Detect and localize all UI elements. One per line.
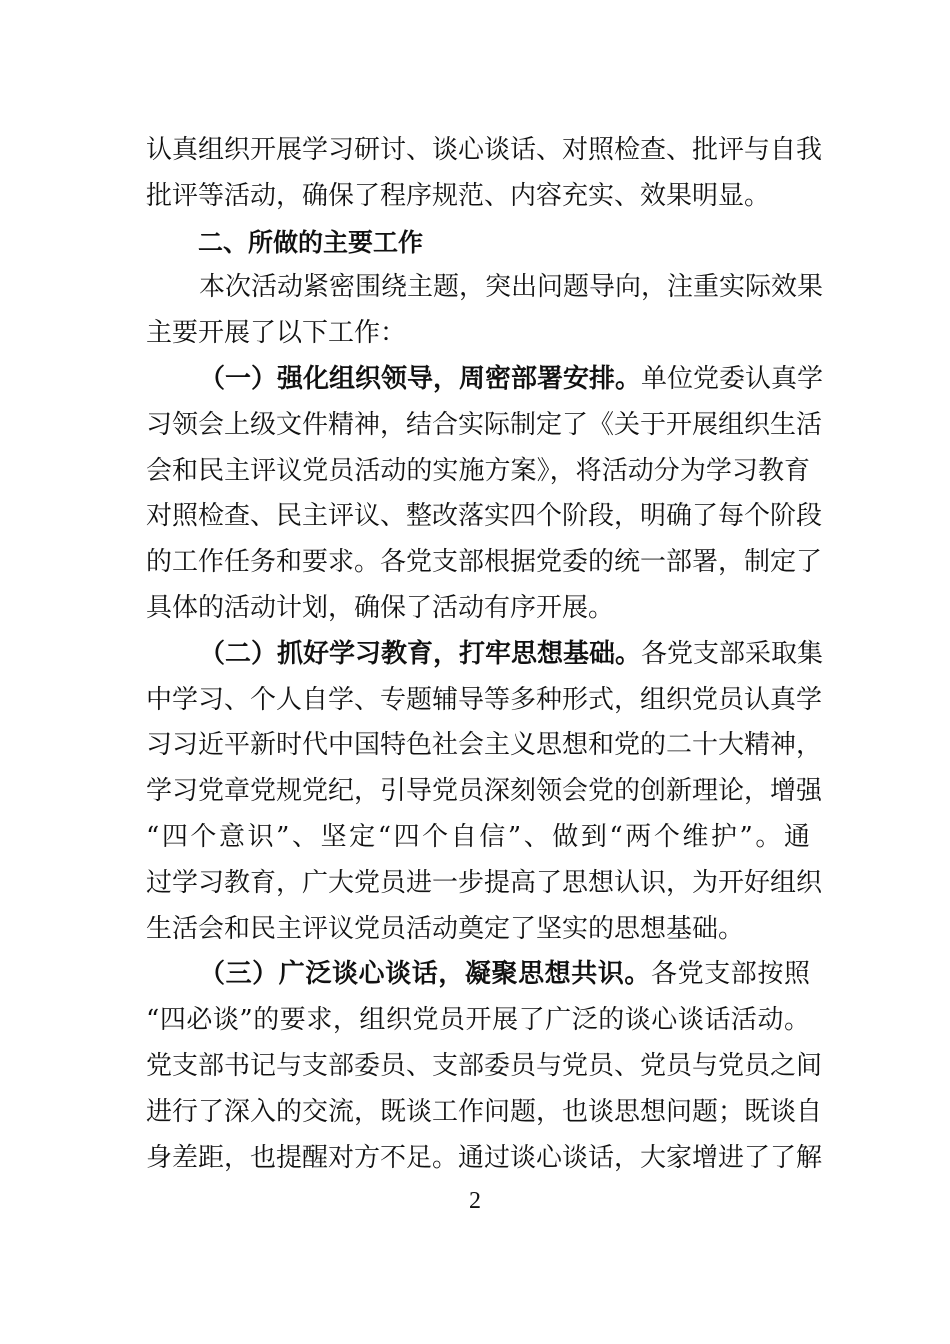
subsection-text: 单位党委认真学	[641, 363, 824, 394]
section-heading: 二、所做的主要工作	[198, 227, 424, 257]
body-line: 对照检查、民主评议、整改落实四个阶段，明确了每个阶段	[146, 501, 823, 532]
body-line: 主要开展了以下工作：	[146, 318, 407, 349]
subsection-title: （一）强化组织领导，周密部署安排。	[199, 363, 642, 394]
body-line: 习习近平新时代中国特色社会主义思想和党的二十大精神，	[146, 730, 823, 761]
body-line: 进行了深入的交流，既谈工作问题，也谈思想问题；既谈自	[146, 1096, 823, 1127]
document-body	[146, 128, 824, 1181]
body-line: 本次活动紧密围绕主题，突出问题导向，注重实际效果	[199, 272, 824, 303]
body-line: 学习党章党规党纪，引导党员深刻领会党的创新理论，增强	[146, 776, 823, 807]
subsection-line	[146, 632, 824, 678]
subsection-text: 各党支部采取集	[641, 638, 824, 669]
body-line: 的工作任务和要求。各党支部根据党委的统一部署，制定了	[146, 547, 823, 578]
subsection-line	[146, 952, 810, 998]
body-line: 具体的活动计划，确保了活动有序开展。	[146, 592, 615, 623]
subsection-text: 各党支部按照	[651, 959, 810, 990]
body-line: 身差距，也提醒对方不足。通过谈心谈话，大家增进了了解	[146, 1142, 823, 1173]
body-line: 认真组织开展学习研讨、谈心谈话、对照检查、批评与自我	[146, 135, 823, 165]
body-line: 批评等活动，确保了程序规范、内容充实、效果明显。	[146, 180, 771, 211]
subsection-title: （二）抓好学习教育，打牢思想基础。	[199, 638, 642, 669]
body-line: 党支部书记与支部委员、支部委员与党员、党员与党员之间	[146, 1050, 823, 1081]
body-line: 过学习教育，广大党员进一步提高了思想认识，为开好组织	[146, 867, 823, 898]
body-line: 习领会上级文件精神，结合实际制定了《关于开展组织生活	[146, 409, 823, 440]
subsection-title: （三）广泛谈心谈话，凝聚思想共识。	[199, 959, 652, 990]
body-line: 中学习、个人自学、专题辅导等多种形式，组织党员认真学	[146, 684, 823, 715]
body-line: “四个意识”、坚定“四个自信”、做到“两个维护”。通	[146, 821, 810, 852]
subsection-line	[146, 357, 824, 403]
body-line: 生活会和民主评议党员活动奠定了坚实的思想基础。	[146, 913, 745, 944]
body-line: “四必谈”的要求，组织党员开展了广泛的谈心谈话活动。	[146, 1005, 810, 1036]
body-line: 会和民主评议党员活动的实施方案》，将活动分为学习教育	[146, 455, 810, 486]
page-number: 2	[469, 1188, 481, 1214]
